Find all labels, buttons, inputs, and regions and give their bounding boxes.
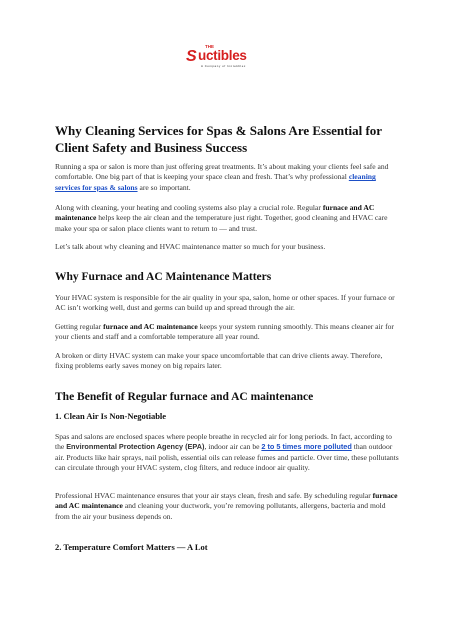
intro-paragraph-2 [55,203,400,234]
company-logo [185,19,268,81]
subheading-clean-air: 1. Clean Air Is Non-Negotiable [55,411,167,421]
section2-p1-a: Spas and salons are enclosed spaces where people breathe in recycled air for long periods. In fact, according to the [55,432,392,452]
section1-p2-a: Getting regular [55,322,104,331]
intro-p2-b: helps keep the air clean and the temperature just right. Together, good cleaning and HVAC care make your spa or salon place clients want to return to — and trust. [55,213,388,233]
section1-paragraph-2 [55,322,400,343]
section1-paragraph-3: A broken or dirty HVAC system can make your space uncomfortable that can drive clients away. Therefore, fixing problems early saves money on big repairs later. [55,351,383,371]
section-heading-furnace-ac: Why Furnace and AC Maintenance Matters [55,271,272,283]
ductibles-logo-image [185,19,268,81]
svg-text:S: S [186,48,197,65]
section2-p1-c: than outdoor air. Products like hair sprays, nail polish, essential oils can release fumes and particle. Over time, these pollutants can circulate through your HVAC system, clog filters, and reduce indoor air quality. [55,442,399,472]
section1-p2-b: keeps your system running smoothly. This means cleaner air for your clients and staff and a comfortable temperature all year round. [55,322,394,342]
section2-p2-a: Professional HVAC maintenance ensures that your air stays clean, fresh and safe. By scheduling regular [55,491,373,500]
section2-paragraph-2 [55,491,400,522]
intro-paragraph-3: Let’s talk about why cleaning and HVAC maintenance matter so much for your business. [55,242,326,251]
epa-bold-text: Environmental Protection Agency (EPA) [66,442,205,452]
section2-p2-b: and cleaning your ductwork, you’re removing pollutants, allergens, bacteria and mold from the air your business depends on. [55,501,386,521]
section1-paragraph-1: Your HVAC system is responsible for the air quality in your spa, salon, home or other spaces. If your furnace or AC isn’t working well, dust and germs can build up and spread through the air. [55,293,395,313]
intro-paragraph-1 [55,162,400,193]
svg-text:A Company of Inntekblex: A Company of Inntekblex [201,64,246,68]
svg-text:THE: THE [205,44,214,49]
intro-p1-end: are so important. [137,182,191,192]
intro-p1-text: Running a spa or salon is more than just offering great treatments. It’s about making your clients feel safe and comfortable. One big part of that is keeping your space clean and fresh. That’s why professional [55,162,389,182]
intro-p2-a: Along with cleaning, your heating and cooling systems also play a crucial role. Regular [55,203,323,212]
section2-p2-bold: furnace and AC maintenance [55,491,398,511]
more-polluted-link[interactable]: 2 to 5 times more polluted [261,442,352,452]
svg-text:uctibles: uctibles [198,48,247,63]
section2-paragraph-1 [55,432,400,473]
section-heading-benefit: The Benefit of Regular furnace and AC maintenance [55,391,314,403]
article-title: Why Cleaning Services for Spas & Salons Are Essential for Client Safety and Business Success [55,123,382,155]
cleaning-services-link[interactable]: cleaning services for spas & salons [55,172,376,192]
section2-p1-b: , indoor air can be [204,442,262,452]
intro-p2-bold: furnace and AC maintenance [55,203,375,223]
section1-p2-bold: furnace and AC maintenance [103,322,198,331]
subheading-temperature-comfort: 2. Temperature Comfort Matters — A Lot [55,542,208,552]
